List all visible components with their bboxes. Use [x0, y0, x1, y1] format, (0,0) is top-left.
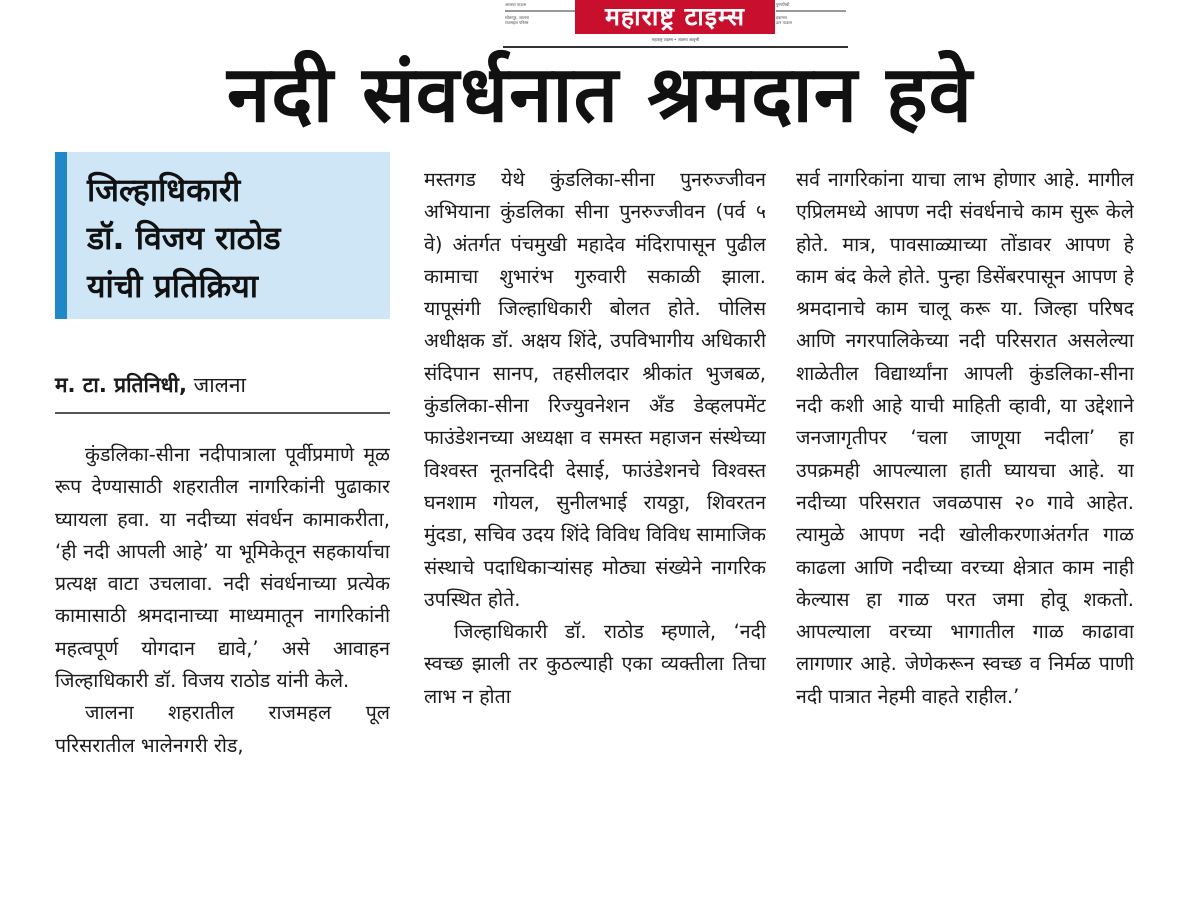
- article-paragraph: कुंडलिका-सीना नदीपात्राला पूर्वीप्रमाणे मूळ रूप देण्यासाठी शहरातील नागरिकांनी पुढाकार घ्यायला हवा. या नदीच्या संवर्धन कामाकरीता, ‘ही नदी आपली आहे’ या भूमिकेतून सहकार्याचा प्रत्यक्ष वाटा उचलावा. नदी संवर्धनाच्या प्रत्येक कामासाठी श्रमदानाच्या माध्यमातून नागरिकांनी महत्वपूर्ण योगदान द्यावे,’ असे आवाहन जिल्हाधिकारी डॉ. विजय राठोड यांनी केले.: [55, 443, 390, 693]
- masthead-date-strip: महाराष्ट्र टाइम्स • जालना आवृत्ती: [651, 37, 700, 42]
- subheading-line: यांची प्रतिक्रिया: [87, 267, 259, 305]
- subheading-accent-bar: [55, 152, 67, 319]
- byline: [55, 365, 390, 405]
- divider: [505, 10, 575, 12]
- masthead-right-line: हवामान: [776, 15, 788, 20]
- article-paragraph: मस्तगड येथे कुंडलिका-सीना पुनरुज्जीवन अभियाना कुंडलिका सीना पुनरुज्जीवन (पर्व ५ वे) अंतर्गत पंचमुखी महादेव मंदिरापासून पुढील कामाचा शुभारंभ गुरुवारी सकाळी झाला. यापूसंगी जिल्हाधिकारी बोलत होते. पोलिस अधीक्षक डॉ. अक्षय शिंदे, उपविभागीय अधिकारी संदिपान सानप, तहसीलदार श्रीकांत भुजबळ, कुंडलिका-सीना रिज्युवनेशन अँड डेव्हलपमेंट फाउंडेशनच्या अध्यक्षा व समस्त महाजन संस्थेच्या विश्वस्त नूतनदिदी देसाई, फाउंडेशनचे विश्वस्त घनशाम गोयल, सुनीलभाई रायठ्ठा, शिवरतन मुंदडा, सचिव उदय शिंदे विविध विविध सामाजिक संस्थाचे पदाधिकाऱ्यांसह मोठ्या संख्येने नागरिक उपस्थित होते.: [424, 168, 766, 611]
- newspaper-logo: [575, 0, 775, 34]
- subheading-box: [55, 152, 390, 319]
- article-column-2: [424, 164, 766, 894]
- article-column-3: [796, 164, 1134, 894]
- divider: [776, 10, 846, 12]
- byline-place: जालना: [193, 373, 246, 397]
- logo-text: महाराष्ट्र टाइम्स: [604, 2, 746, 31]
- masthead-right-line: ऊन पाऊस: [776, 20, 792, 25]
- masthead-left-line: राजमहल परिसर: [505, 20, 529, 25]
- byline-author: म. टा. प्रतिनिधी,: [55, 373, 187, 397]
- masthead-left-line: आजचा पाऊस: [505, 2, 527, 7]
- subheading-text: [87, 166, 387, 310]
- byline-divider: [55, 412, 390, 414]
- article-paragraph: जिल्हाधिकारी डॉ. राठोड म्हणाले, ‘नदी स्वच्छ झाली तर कुठल्याही एका व्यक्तीला तिचा लाभ न होता: [424, 620, 766, 708]
- article-column-1: [55, 439, 390, 894]
- masthead-left-line: सोलापूर, जालना: [505, 15, 529, 20]
- article-paragraph: सर्व नागरिकांना याचा लाभ होणार आहे. मागील एप्रिलमध्ये आपण नदी संवर्धनाचे काम सुरू केले होते. मात्र, पावसाळ्याच्या तोंडावर आपण हे काम बंद केले होते. पुन्हा डिसेंबरपासून आपण हे श्रमदानाचे काम चालू करू या. जिल्हा परिषद आणि नगरपालिकेच्या नदी परिसरात असलेल्या शाळेतील विद्यार्थ्यांना आपली कुंडलिका-सीना नदी कशी आहे याची माहिती व्हावी, या उद्देशाने जनजागृतीपर ‘चला जाणूया नदीला’ हा उपक्रमही आपल्याला हाती घ्यायचा आहे. या नदीच्या परिसरात जवळपास २० गावे आहेत. त्यामुळे आपण नदी खोलीकरणाअंतर्गत गाळ काढला आणि नदीच्या वरच्या क्षेत्रात काम नाही केल्यास हा गाळ परत जमा होवू शकतो. आपल्याला वरच्या भागातील गाळ काढावा लागणार आहे. जेणेकरून स्वच्छ व निर्मळ पाणी नदी पात्रात नेहमी वाहते राहील.’: [796, 168, 1134, 708]
- article-headline: नदी संवर्धनात श्रमदान हवे: [227, 50, 973, 140]
- article-paragraph: जालना शहरातील राजमहल पूल परिसरातील भालेनगरी रोड,: [55, 701, 390, 757]
- masthead-right-line: पुण्यतिथी: [776, 2, 790, 7]
- subheading-line: डॉ. विजय राठोड: [87, 219, 281, 257]
- subheading-line: जिल्हाधिकारी: [87, 171, 241, 209]
